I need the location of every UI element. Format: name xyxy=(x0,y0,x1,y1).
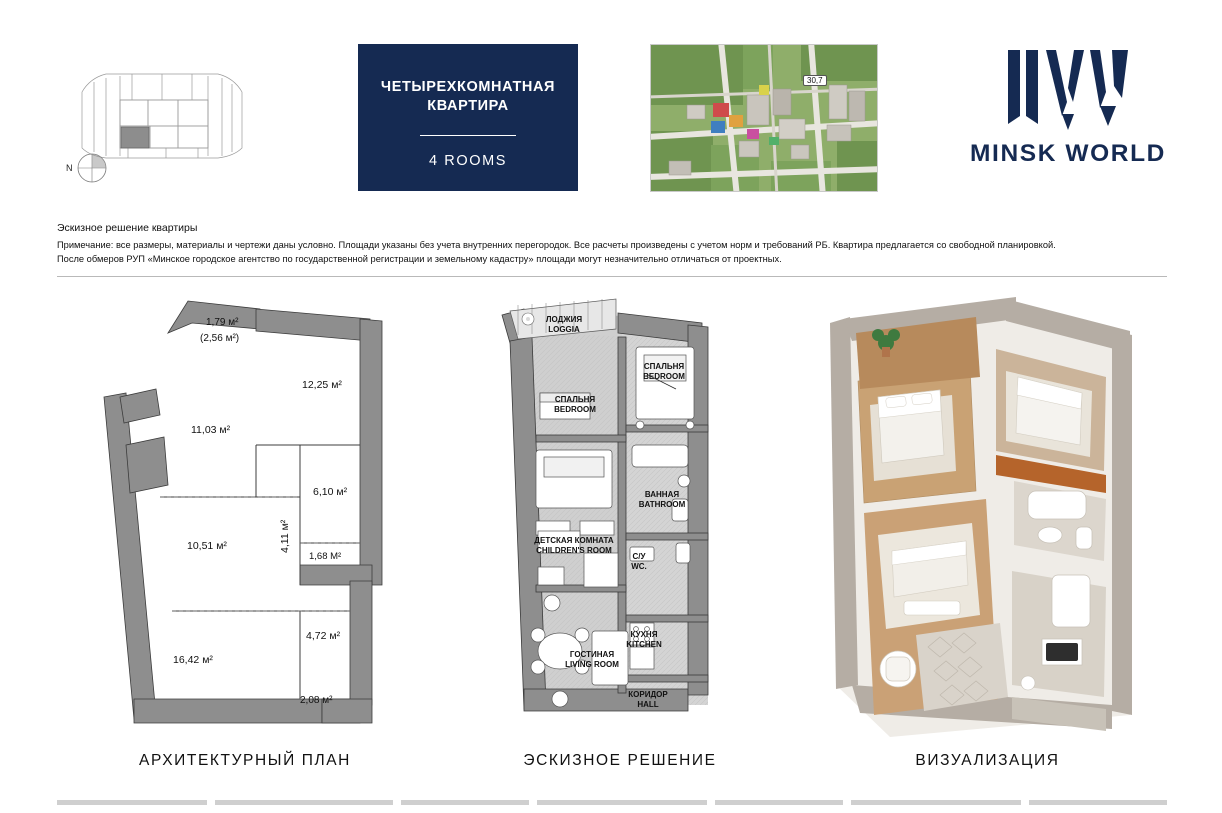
caption-architectural: АРХИТЕКТУРНЫЙ ПЛАН xyxy=(139,752,351,769)
bottom-seg-1 xyxy=(57,800,207,805)
room-living-ru: ГОСТИНАЯ xyxy=(569,650,615,659)
3d-visualization xyxy=(800,285,1180,740)
notes-line-2: После обмеров РУП «Минское городское агентство по государственной регистрации и земельному кадастру» площади могут незначительно отличаться от проектных. xyxy=(57,253,782,264)
area-children: 10,51 м² xyxy=(187,540,227,552)
room-children-en: CHILDREN'S ROOM xyxy=(536,546,612,555)
map-badge: 30,7 xyxy=(803,75,827,86)
architectural-plan xyxy=(60,285,440,740)
bottom-rule xyxy=(57,800,1167,806)
notes-block xyxy=(57,222,1167,266)
area-wc: 1,68 М² xyxy=(309,551,342,562)
notes-line-1: Примечание: все размеры, материалы и чертежи даны условно. Площади указаны без учета внутренних перегородок. Все расчеты произведены с учетом норм и требований РБ. Квартира предлагается со свободной планировкой. xyxy=(57,240,1056,250)
document-header xyxy=(0,0,1222,210)
sketch-plan xyxy=(440,285,800,740)
area-hall: 6,10 м² xyxy=(313,486,348,498)
compass-rose xyxy=(62,148,122,188)
room-kitchen-en: KITCHEN xyxy=(626,640,662,649)
room-loggia-ru: ЛОДЖИЯ xyxy=(545,315,583,324)
bottom-seg-5 xyxy=(715,800,843,805)
notes-heading: Эскизное решение квартиры xyxy=(57,222,198,234)
caption-sketch: ЭСКИЗНОЕ РЕШЕНИЕ xyxy=(523,752,717,769)
room-loggia-en: LOGGIA xyxy=(548,325,580,334)
title-ru-line1: ЧЕТЫРЕХКОМНАТНАЯ xyxy=(380,79,556,95)
title-en: 4 ROOMS xyxy=(428,153,508,169)
bottom-seg-2 xyxy=(215,800,393,805)
area-kitchen: 4,72 м² xyxy=(306,630,341,642)
bottom-seg-3 xyxy=(401,800,529,805)
room-bedroom2-en: BEDROOM xyxy=(643,372,685,381)
title-ru-line2: КВАРТИРА xyxy=(427,98,509,114)
room-bedroom1-ru: СПАЛЬНЯ xyxy=(554,395,596,404)
area-balcony: 2,08 м² xyxy=(300,695,333,706)
area-bedroom1: 11,03 м² xyxy=(191,424,231,436)
room-bedroom2-ru: СПАЛЬНЯ xyxy=(643,362,685,371)
location-map xyxy=(650,44,878,192)
title-divider xyxy=(420,135,516,136)
bottom-seg-7 xyxy=(1029,800,1167,805)
mw-monogram-icon xyxy=(968,46,1168,132)
brand-name: MINSK WORLD xyxy=(970,140,1166,167)
apartment-title-block xyxy=(358,44,578,191)
area-corridor: 4,11 м² xyxy=(279,519,291,553)
room-living-en: LIVING ROOM xyxy=(565,660,619,669)
room-children-ru: ДЕТСКАЯ КОМНАТА xyxy=(534,536,614,545)
room-wc-ru: С/У xyxy=(632,552,646,561)
compass-label: N xyxy=(66,163,73,173)
header-divider xyxy=(57,276,1167,277)
room-hall-en: HALL xyxy=(637,700,659,709)
bottom-seg-6 xyxy=(851,800,1021,805)
area-loggia-sub: (2,56 м²) xyxy=(200,333,240,344)
bottom-seg-4 xyxy=(537,800,707,805)
room-bathroom-ru: ВАННАЯ xyxy=(644,490,680,499)
room-bedroom1-en: BEDROOM xyxy=(554,405,596,414)
brand-logo xyxy=(968,46,1168,186)
area-loggia: 1,79 м² xyxy=(206,317,239,328)
room-hall-ru: КОРИДОР xyxy=(628,690,668,699)
room-bathroom-en: BATHROOM xyxy=(638,500,686,509)
room-wc-en: WC. xyxy=(631,562,647,571)
area-living: 16,42 м² xyxy=(173,654,213,666)
room-kitchen-ru: КУХНЯ xyxy=(630,630,658,639)
caption-visualization: ВИЗУАЛИЗАЦИЯ xyxy=(915,752,1060,769)
area-bedroom2: 12,25 м² xyxy=(302,379,342,391)
